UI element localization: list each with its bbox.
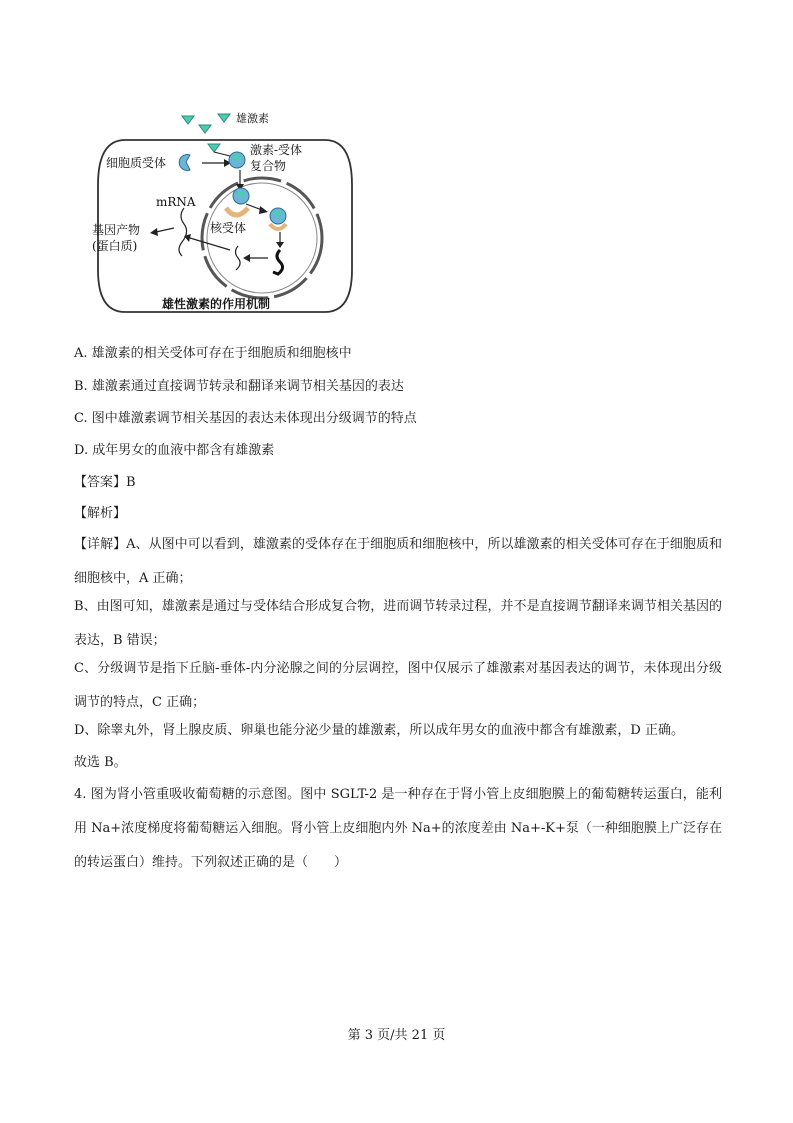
analysis-paragraph: C、分级调节是指下丘脑-垂体-内分泌腺之间的分层调控，图中仅展示了雄激素对基因表达的调节，未体现出分级调节的特点，C 正确； (74, 661, 722, 710)
figure-caption: 雄性激素的作用机制 (162, 297, 271, 311)
arrowhead (150, 228, 158, 236)
option-b: B. 雄激素通过直接调节转录和翻译来调节相关基因的表达 (74, 379, 404, 394)
label-complex-2: 复合物 (250, 159, 287, 173)
mrna-icon (179, 208, 187, 256)
page-footer: 第 3 页/共 21 页 (347, 1028, 446, 1043)
cytoplasmic-receptor-icon (179, 155, 190, 171)
question-4: 4. 图为肾小管重吸收葡萄糖的示意图。图中 SGLT-2 是一种存在于肾小管上皮细胞膜上的葡萄糖转运蛋白，能利用 Na+浓度梯度将葡萄糖运入细胞。肾小管上皮细胞内外 Na+的浓度差由 Na+-K+泵（一种细胞膜上广泛存在的转运蛋白）维持。下列叙述正确的是（ ） (74, 787, 722, 870)
label-cytoplasmic-receptor: 细胞质受体 (106, 156, 167, 170)
nuclear-receptor-icon (226, 208, 248, 215)
arrowhead (243, 254, 250, 262)
mrna-icon (236, 246, 241, 270)
label-gene-product-2: (蛋白质) (92, 239, 138, 253)
option-c: C. 图中雄激素调节相关基因的表达未体现出分级调节的特点 (74, 411, 417, 426)
label-complex-1: 激素-受体 (250, 143, 303, 157)
figure-svg (90, 100, 360, 325)
label-gene-product-1: 基因产物 (92, 223, 141, 237)
analysis-paragraph: 【详解】A、从图中可以看到，雄激素的受体存在于细胞质和细胞核中，所以雄激素的相关受体可存在于细胞质和细胞核中，A 正确； (74, 537, 722, 586)
analysis-paragraph: B、由图可知，雄激素是通过与受体结合形成复合物，进而调节转录过程，并不是直接调节翻译来调节相关基因的表达，B 错误； (74, 599, 722, 648)
hormone-icon (208, 144, 220, 152)
conclusion: 故选 B。 (74, 755, 127, 770)
hormone-icon (182, 116, 194, 124)
arrowhead (276, 242, 284, 248)
androgen-mechanism-figure (90, 100, 360, 325)
hormone-icon (199, 125, 211, 133)
dna-icon (273, 250, 283, 274)
arrow-line (190, 238, 230, 250)
nucleus-inner (207, 183, 317, 293)
analysis-paragraph: D、除睾丸外，肾上腺皮质、卵巢也能分泌少量的雄激素，所以成年男女的血液中都含有雄激素，D 正确。 (74, 723, 684, 738)
answer: 【答案】B (74, 475, 136, 490)
arrowhead (259, 206, 268, 214)
nucleus-outer (202, 178, 322, 298)
arrow-line (214, 152, 230, 156)
option-d: D. 成年男女的血液中都含有雄激素 (74, 443, 275, 458)
label-mrna: mRNA (156, 195, 196, 209)
option-a: A. 雄激素的相关受体可存在于细胞质和细胞核中 (74, 346, 352, 361)
label-androgen: 雄激素 (236, 112, 269, 125)
hormone-icon (218, 114, 230, 122)
arrow-line (156, 228, 174, 232)
label-nuclear-receptor: 核受体 (210, 221, 247, 235)
analysis-title: 【解析】 (74, 506, 127, 521)
nuclear-receptor-icon (270, 224, 286, 229)
